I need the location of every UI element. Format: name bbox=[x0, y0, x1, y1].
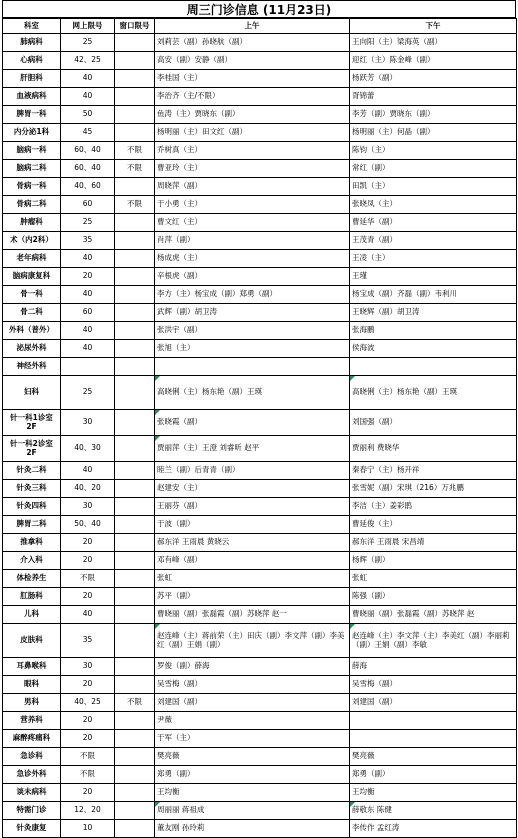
dept-cell: 营养科 bbox=[3, 712, 61, 730]
table-row bbox=[3, 658, 517, 676]
online-limit-cell: 20 bbox=[61, 784, 115, 802]
dept-cell: 男科 bbox=[3, 694, 61, 712]
dept-cell: 内分泌1科 bbox=[3, 124, 61, 142]
table-row bbox=[3, 516, 517, 534]
header-afternoon: 下午 bbox=[350, 19, 517, 34]
table-row bbox=[3, 52, 517, 70]
online-limit-cell: 20 bbox=[61, 730, 115, 748]
window-limit-cell: 不限 bbox=[115, 694, 155, 712]
table-row bbox=[3, 712, 517, 730]
online-limit-cell: 40、20 bbox=[61, 480, 115, 498]
online-limit-cell: 25 bbox=[61, 34, 115, 52]
online-limit-cell: 40、25 bbox=[61, 694, 115, 712]
table-row bbox=[3, 322, 517, 340]
afternoon-doctors-cell: 张雪妮（副）宋琪（216）万兆鹏 bbox=[350, 480, 517, 498]
morning-doctors-cell: 刘建国（副） bbox=[155, 694, 350, 712]
window-limit-cell bbox=[115, 340, 155, 358]
afternoon-doctors-cell: 王凌（主） bbox=[350, 250, 517, 268]
online-limit-cell bbox=[61, 358, 115, 376]
online-limit-cell: 50 bbox=[61, 106, 115, 124]
afternoon-doctors-cell: 胥锦蕾 bbox=[350, 88, 517, 106]
online-limit-cell: 40 bbox=[61, 462, 115, 480]
window-limit-cell bbox=[115, 820, 155, 838]
dept-cell: 肛肠科 bbox=[3, 588, 61, 606]
window-limit-cell bbox=[115, 376, 155, 410]
online-limit-cell: 12、20 bbox=[61, 802, 115, 820]
afternoon-doctors-cell: 郝东洋 王雨晨 宋昌靖 bbox=[350, 534, 517, 552]
afternoon-doctors-cell: 薛敬东 陈健 bbox=[350, 802, 517, 820]
online-limit-cell: 20 bbox=[61, 712, 115, 730]
afternoon-doctors-cell: 王向阳（主）梁海英（副） bbox=[350, 34, 517, 52]
afternoon-doctors-cell: 高晓俐（主）杨东艳（副）王瑛 bbox=[350, 376, 517, 410]
dept-cell: 术（内2科） bbox=[3, 232, 61, 250]
table-row bbox=[3, 268, 517, 286]
online-limit-cell: 20 bbox=[61, 534, 115, 552]
afternoon-doctors-cell: 王均衡 bbox=[350, 784, 517, 802]
window-limit-cell bbox=[115, 250, 155, 268]
dept-cell: 肿瘤科 bbox=[3, 214, 61, 232]
afternoon-doctors-cell: 田凯（主） bbox=[350, 178, 517, 196]
morning-doctors-cell: 辛根虎（副） bbox=[155, 268, 350, 286]
morning-doctors-cell: 尹薇 bbox=[155, 712, 350, 730]
dept-cell: 泌尿外科 bbox=[3, 340, 61, 358]
window-limit-cell bbox=[115, 462, 155, 480]
morning-doctors-cell: 李方（主）杨宝成（副）郑勇（副） bbox=[155, 286, 350, 304]
window-limit-cell: 不限 bbox=[115, 142, 155, 160]
morning-doctors-cell: 肖萍（副） bbox=[155, 232, 350, 250]
afternoon-doctors-cell: 杨辉（副） bbox=[350, 552, 517, 570]
afternoon-doctors-cell: 迎红（主）陈金峰（副） bbox=[350, 52, 517, 70]
window-limit-cell bbox=[115, 304, 155, 322]
table-row bbox=[3, 820, 517, 838]
morning-doctors-cell: 李桂国（主） bbox=[155, 70, 350, 88]
morning-doctors-cell: 杨明丽（主）田文红（副） bbox=[155, 124, 350, 142]
online-limit-cell: 30 bbox=[61, 498, 115, 516]
morning-doctors-cell: 曹晓丽（副）张磊霞（副）苏晓萍 赵一 bbox=[155, 606, 350, 624]
afternoon-doctors-cell bbox=[350, 730, 517, 748]
dept-cell: 血液病科 bbox=[3, 88, 61, 106]
table-row bbox=[3, 142, 517, 160]
afternoon-doctors-cell: 薛海 bbox=[350, 658, 517, 676]
table-row bbox=[3, 534, 517, 552]
online-limit-cell: 25 bbox=[61, 214, 115, 232]
window-limit-cell bbox=[115, 802, 155, 820]
afternoon-doctors-cell: 王茂青（副） bbox=[350, 232, 517, 250]
morning-doctors-cell: 赵建安（主） bbox=[155, 480, 350, 498]
table-row bbox=[3, 304, 517, 322]
table-row bbox=[3, 570, 517, 588]
dept-cell: 推拿科 bbox=[3, 534, 61, 552]
window-limit-cell bbox=[115, 606, 155, 624]
morning-doctors-cell: 张虹 bbox=[155, 570, 350, 588]
window-limit-cell bbox=[115, 268, 155, 286]
dept-cell: 肝胆科 bbox=[3, 70, 61, 88]
window-limit-cell bbox=[115, 358, 155, 376]
morning-doctors-cell: 董友刚 孙玲莉 bbox=[155, 820, 350, 838]
schedule-sheet bbox=[2, 0, 516, 838]
dept-cell: 急诊科 bbox=[3, 748, 61, 766]
morning-doctors-cell: 武辉（副）胡卫涛 bbox=[155, 304, 350, 322]
afternoon-doctors-cell: 王瑾 bbox=[350, 268, 517, 286]
online-limit-cell: 20 bbox=[61, 588, 115, 606]
table-row bbox=[3, 552, 517, 570]
header-online-limit: 网上限号 bbox=[61, 19, 115, 34]
window-limit-cell bbox=[115, 730, 155, 748]
morning-doctors-cell: 周晓萍（副） bbox=[155, 178, 350, 196]
table-row bbox=[3, 196, 517, 214]
afternoon-doctors-cell: 吴雪梅（副） bbox=[350, 676, 517, 694]
afternoon-doctors-cell: 李传作 孟红涛 bbox=[350, 820, 517, 838]
window-limit-cell bbox=[115, 570, 155, 588]
dept-cell: 耳鼻喉科 bbox=[3, 658, 61, 676]
dept-cell: 骨一科 bbox=[3, 286, 61, 304]
dept-cell: 针一科2诊室 2F bbox=[3, 436, 61, 462]
afternoon-doctors-cell: 陈强（副） bbox=[350, 588, 517, 606]
afternoon-doctors-cell: 杨跃芳（副） bbox=[350, 70, 517, 88]
online-limit-cell: 40 bbox=[61, 322, 115, 340]
afternoon-doctors-cell: 杨宝成（副）齐磊（副）韦利川 bbox=[350, 286, 517, 304]
morning-doctors-cell: 周丽丽 蒋祖成 bbox=[155, 802, 350, 820]
table-row bbox=[3, 498, 517, 516]
afternoon-doctors-cell bbox=[350, 712, 517, 730]
morning-doctors-cell: 贾丽萍（主）王澄 刘睿昕 赵平 bbox=[155, 436, 350, 462]
page-title: 周三门诊信息 (11月23日) bbox=[2, 0, 516, 18]
window-limit-cell bbox=[115, 124, 155, 142]
online-limit-cell: 不限 bbox=[61, 570, 115, 588]
dept-cell: 骨病一科 bbox=[3, 178, 61, 196]
dept-cell: 眼科 bbox=[3, 676, 61, 694]
online-limit-cell: 不限 bbox=[61, 748, 115, 766]
window-limit-cell bbox=[115, 534, 155, 552]
online-limit-cell: 45 bbox=[61, 124, 115, 142]
morning-doctors-cell: 于军（主） bbox=[155, 730, 350, 748]
dept-cell: 介入科 bbox=[3, 552, 61, 570]
afternoon-doctors-cell: 张海鹏 bbox=[350, 322, 517, 340]
dept-cell: 脑病康复科 bbox=[3, 268, 61, 286]
morning-doctors-cell bbox=[155, 358, 350, 376]
afternoon-doctors-cell: 常红（副） bbox=[350, 160, 517, 178]
window-limit-cell bbox=[115, 712, 155, 730]
online-limit-cell: 40 bbox=[61, 250, 115, 268]
morning-doctors-cell: 高晓俐（主）杨东艳（副）王瑛 bbox=[155, 376, 350, 410]
table-row bbox=[3, 462, 517, 480]
window-limit-cell bbox=[115, 178, 155, 196]
morning-doctors-cell: 乔树真（主） bbox=[155, 142, 350, 160]
afternoon-doctors-cell bbox=[350, 358, 517, 376]
morning-doctors-cell: 赵连峰（主）蒋前荣（主）田庆（副）李文萍（副）李美红（副）王娟（副） bbox=[155, 624, 350, 658]
afternoon-doctors-cell: 陈钧（主） bbox=[350, 142, 517, 160]
dept-cell: 皮肤科 bbox=[3, 624, 61, 658]
window-limit-cell bbox=[115, 106, 155, 124]
online-limit-cell: 60、40 bbox=[61, 160, 115, 178]
table-row bbox=[3, 436, 517, 462]
morning-doctors-cell: 刘莉芸（副）孙晓航（副） bbox=[155, 34, 350, 52]
morning-doctors-cell: 吴雪梅（副） bbox=[155, 676, 350, 694]
morning-doctors-cell: 王丽芬（副） bbox=[155, 498, 350, 516]
morning-doctors-cell: 李治齐（主/不限） bbox=[155, 88, 350, 106]
online-limit-cell: 30 bbox=[61, 658, 115, 676]
online-limit-cell: 60 bbox=[61, 196, 115, 214]
dept-cell: 骨二科 bbox=[3, 304, 61, 322]
header-morning: 上午 bbox=[155, 19, 350, 34]
morning-doctors-cell: 鱼涛（主）贾晓东（副） bbox=[155, 106, 350, 124]
window-limit-cell bbox=[115, 516, 155, 534]
online-limit-cell: 50、40 bbox=[61, 516, 115, 534]
dept-cell: 脾胃一科 bbox=[3, 106, 61, 124]
window-limit-cell: 不限 bbox=[115, 160, 155, 178]
online-limit-cell: 60 bbox=[61, 304, 115, 322]
morning-doctors-cell: 睦兰（副）后青青（副） bbox=[155, 462, 350, 480]
window-limit-cell bbox=[115, 70, 155, 88]
table-row bbox=[3, 34, 517, 52]
table-row bbox=[3, 588, 517, 606]
table-row bbox=[3, 624, 517, 658]
dept-cell: 心病科 bbox=[3, 52, 61, 70]
dept-cell: 妇科 bbox=[3, 376, 61, 410]
morning-doctors-cell: 郑勇（副） bbox=[155, 766, 350, 784]
table-row bbox=[3, 694, 517, 712]
morning-doctors-cell: 张洪宇（副） bbox=[155, 322, 350, 340]
table-row bbox=[3, 748, 517, 766]
window-limit-cell bbox=[115, 322, 155, 340]
dept-cell: 脑病一科 bbox=[3, 142, 61, 160]
afternoon-doctors-cell: 李芳（副）贾晓东（副） bbox=[350, 106, 517, 124]
online-limit-cell: 20 bbox=[61, 676, 115, 694]
online-limit-cell: 20 bbox=[61, 268, 115, 286]
dept-cell: 肺病科 bbox=[3, 34, 61, 52]
afternoon-doctors-cell: 曹延俊（主） bbox=[350, 516, 517, 534]
table-header-row bbox=[3, 19, 517, 34]
afternoon-doctors-cell: 张虹 bbox=[350, 570, 517, 588]
table-row bbox=[3, 676, 517, 694]
window-limit-cell bbox=[115, 658, 155, 676]
online-limit-cell: 40、30 bbox=[61, 436, 115, 462]
afternoon-doctors-cell: 侯海波 bbox=[350, 340, 517, 358]
dept-cell: 针灸四科 bbox=[3, 498, 61, 516]
table-row bbox=[3, 124, 517, 142]
morning-doctors-cell: 苏平（副） bbox=[155, 588, 350, 606]
clinic-schedule-table bbox=[2, 18, 517, 838]
table-row bbox=[3, 410, 517, 436]
afternoon-doctors-cell: 刘建国（副） bbox=[350, 694, 517, 712]
afternoon-doctors-cell: 曹延华（副） bbox=[350, 214, 517, 232]
dept-cell: 儿科 bbox=[3, 606, 61, 624]
table-row bbox=[3, 106, 517, 124]
table-row bbox=[3, 358, 517, 376]
table-row bbox=[3, 766, 517, 784]
window-limit-cell bbox=[115, 766, 155, 784]
dept-cell: 针一科1诊室 2F bbox=[3, 410, 61, 436]
window-limit-cell bbox=[115, 498, 155, 516]
window-limit-cell bbox=[115, 784, 155, 802]
afternoon-doctors-cell: 曹晓丽（副）张磊霞（副）苏晓萍 赵 bbox=[350, 606, 517, 624]
window-limit-cell bbox=[115, 676, 155, 694]
dept-cell: 麻醉疼痛科 bbox=[3, 730, 61, 748]
online-limit-cell: 20 bbox=[61, 552, 115, 570]
table-row bbox=[3, 160, 517, 178]
dept-cell: 老年病科 bbox=[3, 250, 61, 268]
dept-cell: 体检养生 bbox=[3, 570, 61, 588]
window-limit-cell bbox=[115, 748, 155, 766]
dept-cell: 骨病二科 bbox=[3, 196, 61, 214]
morning-doctors-cell: 邓有峰（副） bbox=[155, 552, 350, 570]
morning-doctors-cell: 樊亮薇 bbox=[155, 748, 350, 766]
online-limit-cell: 不限 bbox=[61, 766, 115, 784]
dept-cell: 特需门诊 bbox=[3, 802, 61, 820]
afternoon-doctors-cell: 贾丽利 费晓华 bbox=[350, 436, 517, 462]
morning-doctors-cell: 曹文红（主） bbox=[155, 214, 350, 232]
table-row bbox=[3, 286, 517, 304]
online-limit-cell: 40、60 bbox=[61, 178, 115, 196]
afternoon-doctors-cell: 张晓凤（主） bbox=[350, 196, 517, 214]
window-limit-cell bbox=[115, 588, 155, 606]
afternoon-doctors-cell: 杨明丽（主）何晶（副） bbox=[350, 124, 517, 142]
afternoon-doctors-cell: 樊亮薇 bbox=[350, 748, 517, 766]
dept-cell: 外科（普外） bbox=[3, 322, 61, 340]
window-limit-cell bbox=[115, 214, 155, 232]
table-row bbox=[3, 802, 517, 820]
online-limit-cell: 60、40 bbox=[61, 142, 115, 160]
online-limit-cell: 40 bbox=[61, 606, 115, 624]
window-limit-cell bbox=[115, 34, 155, 52]
table-row bbox=[3, 730, 517, 748]
table-row bbox=[3, 70, 517, 88]
table-row bbox=[3, 178, 517, 196]
afternoon-doctors-cell: 李洁（主）姜彩鹃 bbox=[350, 498, 517, 516]
window-limit-cell bbox=[115, 52, 155, 70]
header-window-limit: 窗口限号 bbox=[115, 19, 155, 34]
dept-cell: 针灸康复 bbox=[3, 820, 61, 838]
morning-doctors-cell: 罗俊（副）薛海 bbox=[155, 658, 350, 676]
dept-cell: 神经外科 bbox=[3, 358, 61, 376]
window-limit-cell bbox=[115, 232, 155, 250]
online-limit-cell: 10 bbox=[61, 820, 115, 838]
window-limit-cell bbox=[115, 410, 155, 436]
online-limit-cell: 35 bbox=[61, 232, 115, 250]
table-row bbox=[3, 376, 517, 410]
morning-doctors-cell: 王均衡 bbox=[155, 784, 350, 802]
morning-doctors-cell: 于波（副） bbox=[155, 516, 350, 534]
morning-doctors-cell: 高安（副）安静（副） bbox=[155, 52, 350, 70]
dept-cell: 脑病二科 bbox=[3, 160, 61, 178]
online-limit-cell: 30 bbox=[61, 410, 115, 436]
online-limit-cell: 40 bbox=[61, 70, 115, 88]
dept-cell: 针灸三科 bbox=[3, 480, 61, 498]
afternoon-doctors-cell: 刘国强（副） bbox=[350, 410, 517, 436]
window-limit-cell bbox=[115, 436, 155, 462]
online-limit-cell: 40 bbox=[61, 286, 115, 304]
online-limit-cell: 40 bbox=[61, 340, 115, 358]
online-limit-cell: 40 bbox=[61, 88, 115, 106]
table-row bbox=[3, 784, 517, 802]
online-limit-cell: 42、25 bbox=[61, 52, 115, 70]
afternoon-doctors-cell: 秦春宁（主）杨开祥 bbox=[350, 462, 517, 480]
morning-doctors-cell: 郝东洋 王雨晨 黄晓云 bbox=[155, 534, 350, 552]
window-limit-cell bbox=[115, 552, 155, 570]
window-limit-cell bbox=[115, 624, 155, 658]
online-limit-cell: 25 bbox=[61, 376, 115, 410]
table-row bbox=[3, 340, 517, 358]
morning-doctors-cell: 杨成虎（主） bbox=[155, 250, 350, 268]
dept-cell: 谈未病科 bbox=[3, 784, 61, 802]
window-limit-cell: 不限 bbox=[115, 196, 155, 214]
dept-cell: 急诊外科 bbox=[3, 766, 61, 784]
table-row bbox=[3, 88, 517, 106]
morning-doctors-cell: 于小勇（主） bbox=[155, 196, 350, 214]
online-limit-cell: 35 bbox=[61, 624, 115, 658]
morning-doctors-cell: 张旭（主） bbox=[155, 340, 350, 358]
morning-doctors-cell: 张晓霞（副） bbox=[155, 410, 350, 436]
table-row bbox=[3, 480, 517, 498]
table-row bbox=[3, 250, 517, 268]
window-limit-cell bbox=[115, 88, 155, 106]
afternoon-doctors-cell: 王晓辉（副）胡卫涛 bbox=[350, 304, 517, 322]
table-row bbox=[3, 232, 517, 250]
table-row bbox=[3, 606, 517, 624]
afternoon-doctors-cell: 赵连峰（主）李文萍（主）李美红（副）李丽莉（副）王娟（副）李敏 bbox=[350, 624, 517, 658]
table-row bbox=[3, 214, 517, 232]
dept-cell: 针灸二科 bbox=[3, 462, 61, 480]
window-limit-cell bbox=[115, 286, 155, 304]
header-dept: 科室 bbox=[3, 19, 61, 34]
dept-cell: 脾胃二科 bbox=[3, 516, 61, 534]
window-limit-cell bbox=[115, 480, 155, 498]
afternoon-doctors-cell: 郑勇（副） bbox=[350, 766, 517, 784]
morning-doctors-cell: 曹亚玲（主） bbox=[155, 160, 350, 178]
